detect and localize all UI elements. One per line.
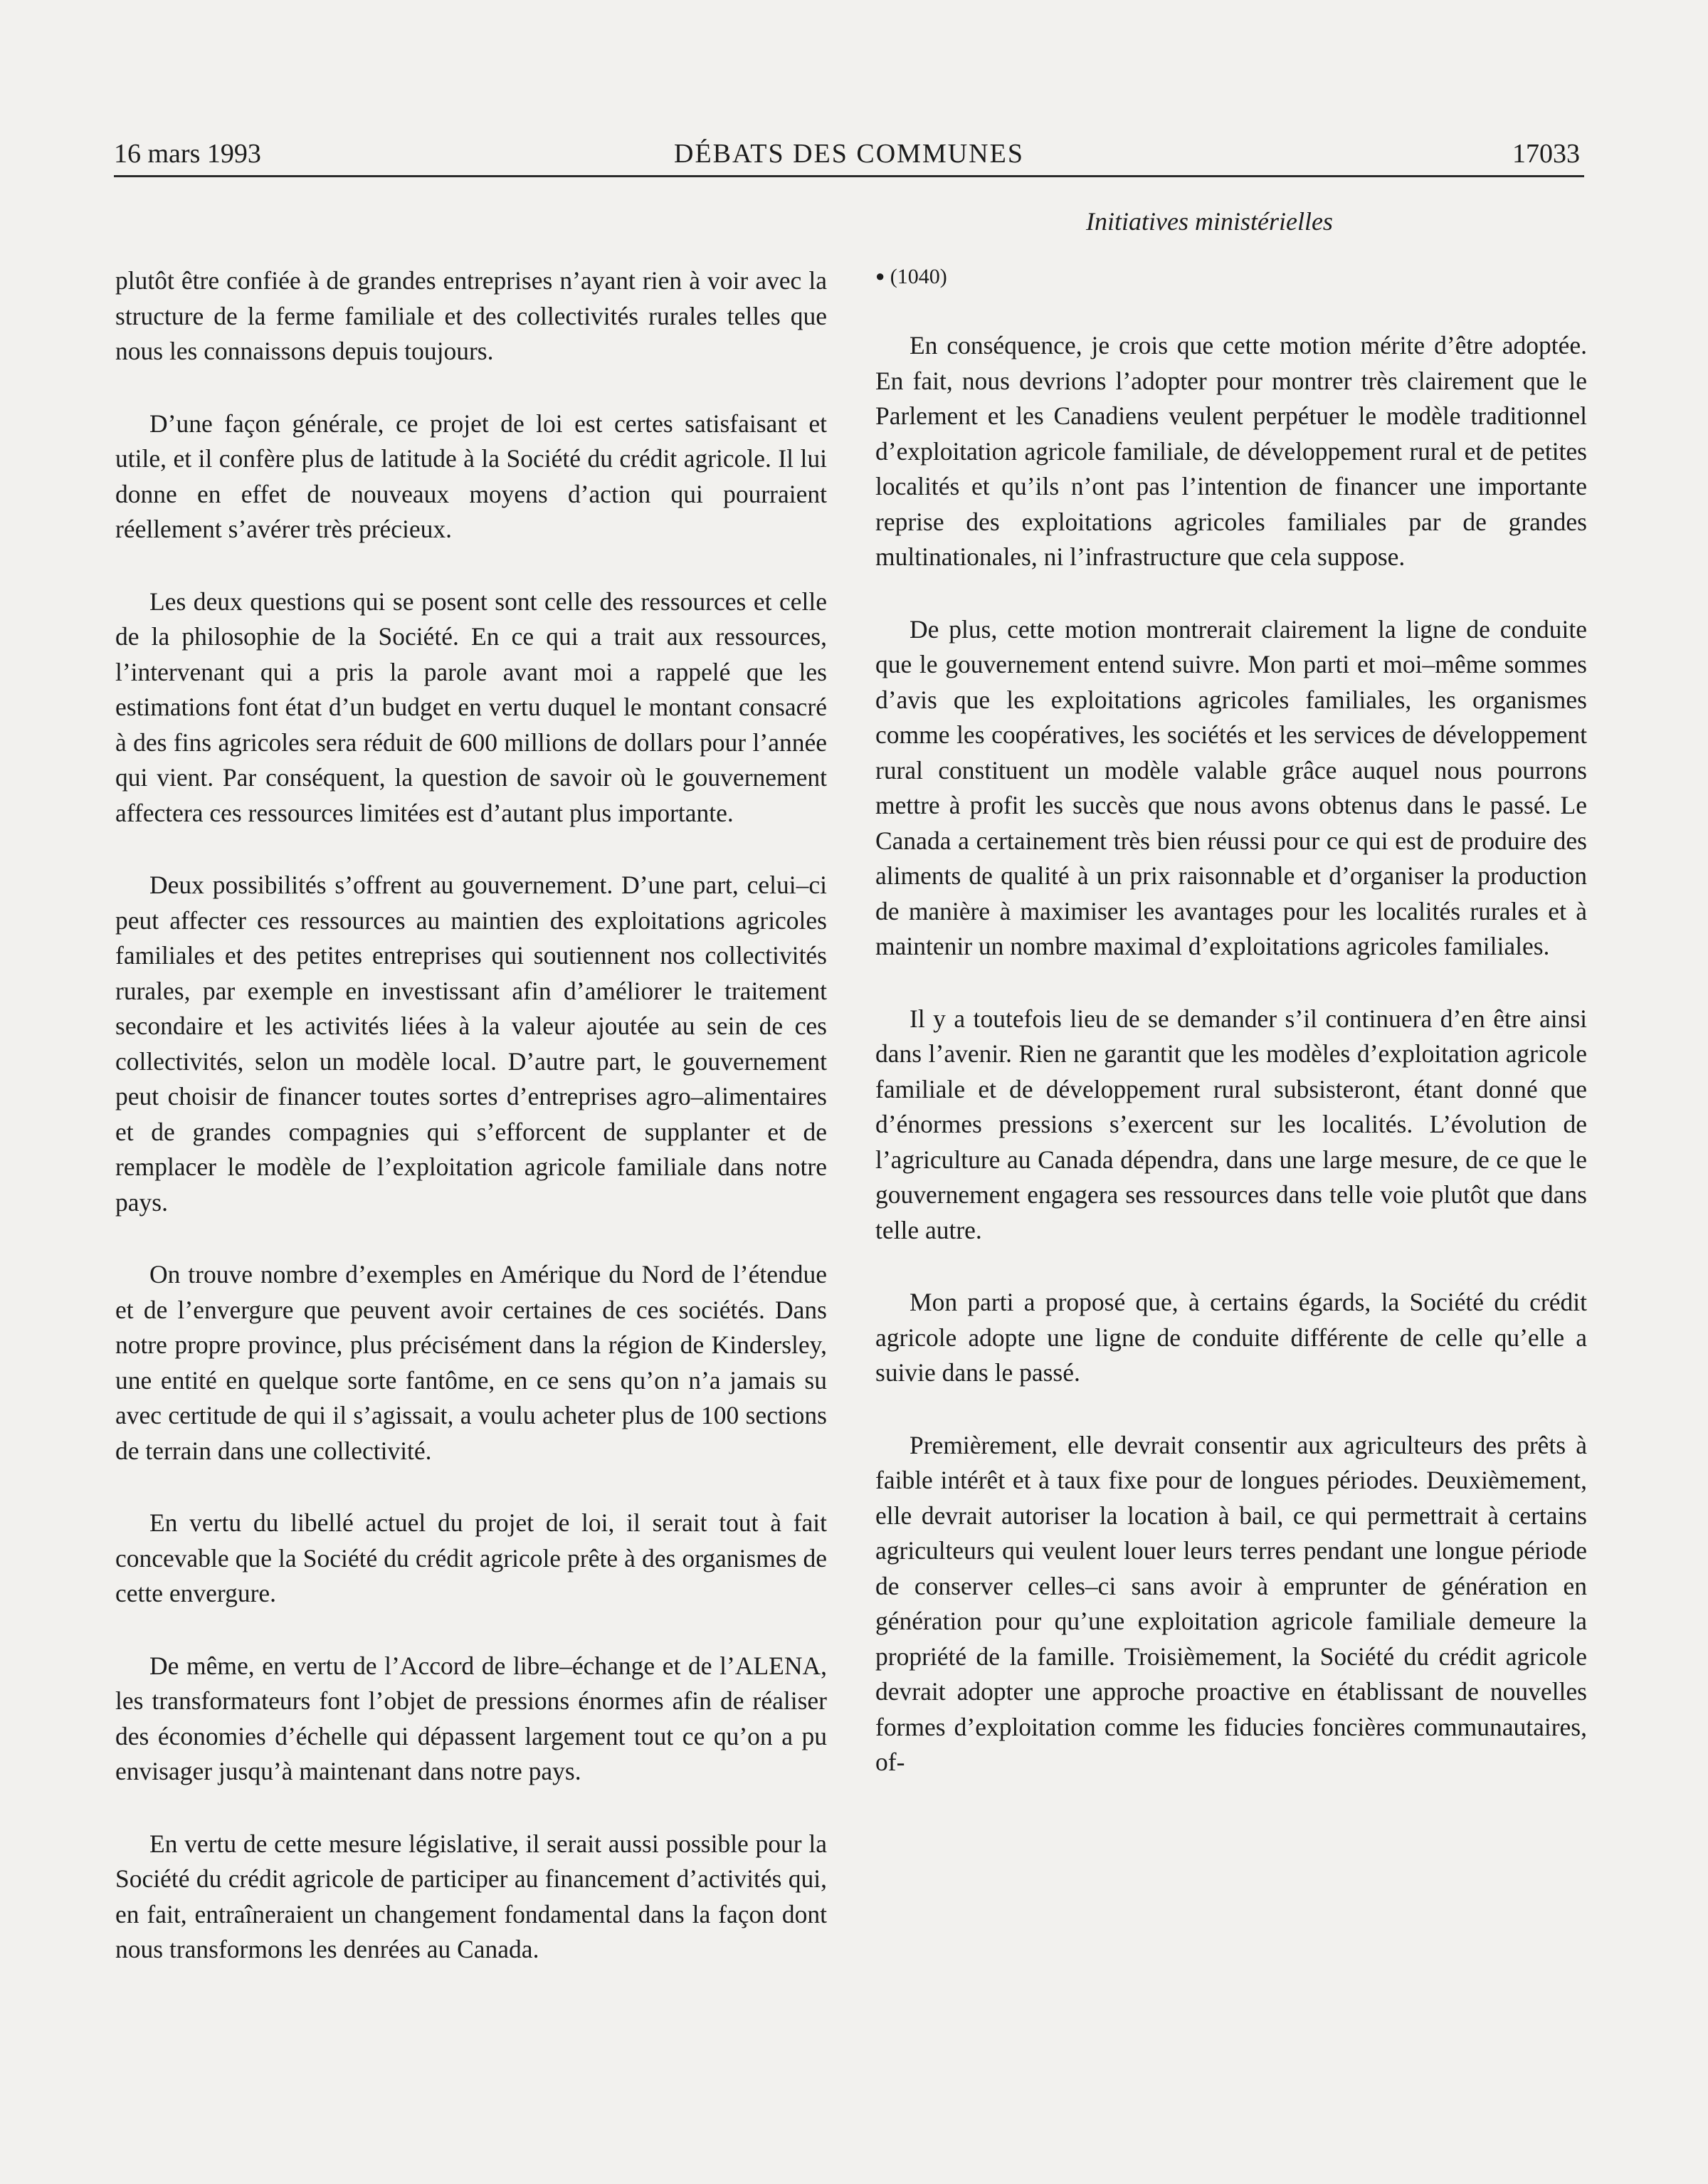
header-page-number: 17033	[1512, 139, 1580, 169]
paragraph: En conséquence, je crois que cette motion mérite d’être adoptée. En fait, nous devrions l’adopter pour montrer très clairement que le Parlement et les Canadiens veulent perpétuer le modèle traditionnel d’exploitation agricole familiale, de développement rural et de petites localités et qu’ils n’ont pas l’intention de financer une importante reprise des exploitations agricoles familiales par de grandes multinationales, ni l’infrastructure que cela suppose.	[875, 331, 1587, 571]
paragraph: Il y a toutefois lieu de se demander s’il continuera d’en être ainsi dans l’avenir. Rien ne garantit que les modèles d’exploitation agricole familiale et de développement rural subsisteront, étant donné que d’énormes pressions s’exercent sur les localités. L’évolution de l’agriculture au Canada dépendra, dans une large mesure, de ce que le gouvernement engagera ses ressources dans telle voie plutôt que dans telle autre.	[875, 1004, 1587, 1244]
paragraph: D’une façon générale, ce projet de loi est certes satisfaisant et utile, et il confère plus de latitude à la Société du crédit agricole. Il lui donne en effet de nouveaux moyens d’action qui pourraient réellement s’avérer très précieux.	[115, 409, 827, 543]
header-date: 16 mars 1993	[114, 139, 261, 169]
paragraph: En vertu de cette mesure législative, il serait aussi possible pour la Société du crédit agricole de participer au financement d’activités qui, en fait, entraîneraient un changement fondamental dans la façon dont nous transformons les denrées au Canada.	[115, 1829, 827, 1963]
page-header	[114, 135, 1584, 177]
header-title: DÉBATS DES COMMUNES	[674, 139, 1024, 169]
paragraph: En vertu du libellé actuel du projet de loi, il serait tout à fait concevable que la Société du crédit agricole prête à des organismes de cette envergure.	[115, 1508, 827, 1607]
paragraph: plutôt être confiée à de grandes entreprises n’ayant rien à voir avec la structure de la ferme familiale et des collectivités rurales telles que nous les connaissons depuis toujours.	[115, 266, 827, 365]
paragraph: Les deux questions qui se posent sont celle des ressources et celle de la philosophie de la Société. En ce qui a trait aux ressources, l’intervenant qui a pris la parole avant moi a rappelé que les estimations font état d’un budget en vertu duquel le montant consacré à des fins agricoles sera réduit de 600 millions de dollars pour l’année qui vient. Par conséquent, la question de savoir où le gouvernement affectera ces ressources limitées est d’autant plus importante.	[115, 587, 827, 827]
paragraph: De plus, cette motion montrerait clairement la ligne de conduite que le gouvernement entend suivre. Mon parti et moi–même sommes d’avis que les exploitations agricoles familiales, les organismes comme les coopératives, les sociétés et les services de développement rural constituent un modèle valable grâce auquel nous pourrons mettre à profit les succès que nous avons obtenus dans le passé. Le Canada a certainement très bien réussi pour ce qui est de produire des aliments de qualité à un prix raisonnable et d’organiser la production de manière à maximiser les avantages pour les localités rurales et à maintenir un nombre maximal d’exploitations agricoles familiales.	[875, 614, 1587, 960]
timestamp-marker	[875, 262, 1587, 291]
paragraph: Mon parti a proposé que, à certains égards, la Société du crédit agricole adopte une ligne de conduite différente de celle qu’elle a suivie dans le passé.	[875, 1288, 1587, 1387]
right-column	[875, 262, 1587, 1817]
paragraph: Premièrement, elle devrait consentir aux agriculteurs des prêts à faible intérêt et à taux fixe pour de longues périodes. Deuxièmement, elle devrait autoriser la location à bail, ce qui permettrait à certains agriculteurs qui veulent louer leurs terres pendant une longue période de conserver celles–ci sans avoir à emprunter de génération en génération pour qu’une exploitation agricole familiale demeure la propriété de la famille. Troisièmement, la Société du crédit agricole devrait adopter une approche proactive en établissant de nouvelles formes d’exploitation comme les fiducies foncières communautaires, of-	[875, 1430, 1587, 1776]
timestamp-text: (1040)	[890, 265, 947, 288]
paragraph: De même, en vertu de l’Accord de libre–échange et de l’ALENA, les transformateurs font l’objet de pressions énormes afin de réaliser des économies d’échelle qui dépassent largement tout ce qu’on a pu envisager jusqu’à maintenant dans notre pays.	[115, 1651, 827, 1785]
section-label: Initiatives ministérielles	[1086, 207, 1333, 236]
paragraph: Deux possibilités s’offrent au gouvernement. D’une part, celui–ci peut affecter ces ressources au maintien des exploitations agricoles familiales et des petites entreprises qui soutiennent nos collectivités rurales, par exemple en investissant afin d’améliorer le traitement secondaire et les activités liées à la valeur ajoutée au sein de ces collectivités, selon un modèle local. D’autre part, le gouvernement peut choisir de financer toutes sortes d’entreprises agro–alimentaires et de grandes compagnies qui s’efforcent de supplanter et de remplacer le modèle de l’exploitation agricole familiale dans notre pays.	[115, 871, 827, 1217]
left-column	[115, 263, 827, 2005]
bullet-icon: ●	[875, 267, 885, 285]
paragraph: On trouve nombre d’exemples en Amérique du Nord de l’étendue et de l’envergure que peuvent avoir certaines de ces sociétés. Dans notre propre province, plus précisément dans la région de Kindersley, une entité en quelque sorte fantôme, en ce sens qu’on n’a jamais su avec certitude de qui il s’agissait, a voulu acheter plus de 100 sections de terrain dans une collectivité.	[115, 1260, 827, 1465]
